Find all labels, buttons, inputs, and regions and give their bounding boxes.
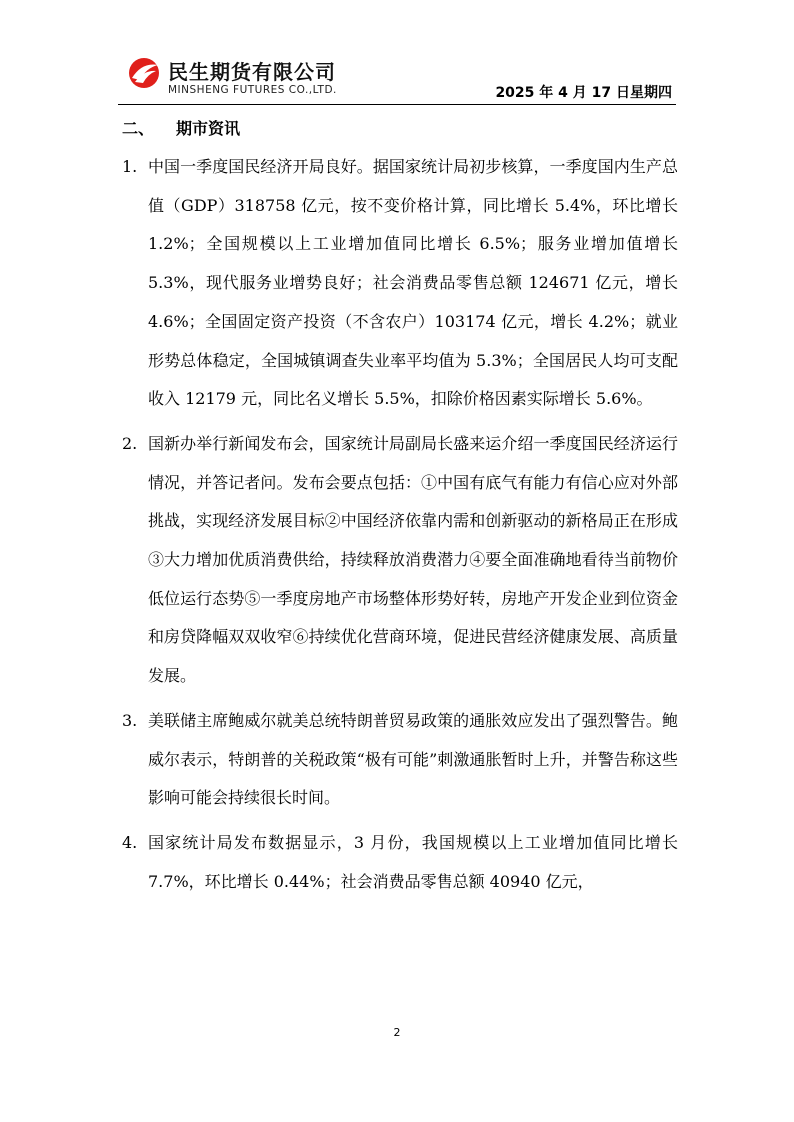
minsheng-logo-icon (126, 56, 162, 90)
news-list (122, 148, 678, 907)
page-number: 2 (393, 1026, 401, 1039)
news-item-text: 中国一季度国民经济开局良好。据国家统计局初步核算，一季度国内生产总值（GDP）318758 亿元，按不变价格计算，同比增长 5.4%，环比增长 1.2%；全国规模以上工业增加值同比增长 6.5%；服务业增加值增长 5.3%，现代服务业增势良好；社会消费品零售总额 124671 亿元，增长 4.6%；全国固定资产投资（不含农户）103174 亿元，增长 4.2%；就业形势总体稳定，全国城镇调查失业率平均值为 5.3%；全国居民人均可支配收入 12179 元，同比名义增长 5.5%，扣除价格因素实际增长 5.6%。 (148, 157, 678, 409)
news-item (122, 824, 678, 901)
news-item-number: 2. (122, 433, 138, 453)
news-item-text: 国家统计局发布数据显示，3 月份，我国规模以上工业增加值同比增长 7.7%，环比增长 0.44%；社会消费品零售总额 40940 亿元， (148, 832, 678, 891)
news-item (122, 702, 678, 818)
news-item (122, 425, 678, 696)
news-item (122, 148, 678, 419)
company-name-cn: 民生期货有限公司 (168, 60, 336, 84)
news-item-number: 1. (122, 157, 138, 176)
news-item-number: 3. (122, 710, 138, 730)
section-title: 期市资讯 (176, 119, 241, 138)
report-date: 2025 年 4 月 17 日星期四 (495, 85, 672, 101)
section-number: 二、 (122, 119, 155, 138)
news-item-number: 4. (122, 832, 138, 852)
news-item-text: 国新办举行新闻发布会，国家统计局副局长盛来运介绍一季度国民经济运行情况，并答记者问。发布会要点包括：①中国有底气有能力有信心应对外部挑战，实现经济发展目标②中国经济依靠内需和创新驱动的新格局正在形成③大力增加优质消费供给，持续释放消费潜力④要全面准确地看待当前物价低位运行态势⑤一季度房地产市场整体形势好转，房地产开发企业到位资金和房贷降幅双双收窄⑥持续优化营商环境，促进民营经济健康发展、高质量发展。 (148, 433, 678, 686)
company-name-en: MINSHENG FUTURES CO.,LTD. (168, 84, 337, 96)
news-item-text: 美联储主席鲍威尔就美总统特朗普贸易政策的通胀效应发出了强烈警告。鲍威尔表示，特朗普的关税政策“极有可能”刺激通胀暂时上升，并警告称这些影响可能会持续很长时间。 (148, 710, 678, 808)
page-header (118, 52, 676, 105)
section-heading (122, 116, 240, 139)
